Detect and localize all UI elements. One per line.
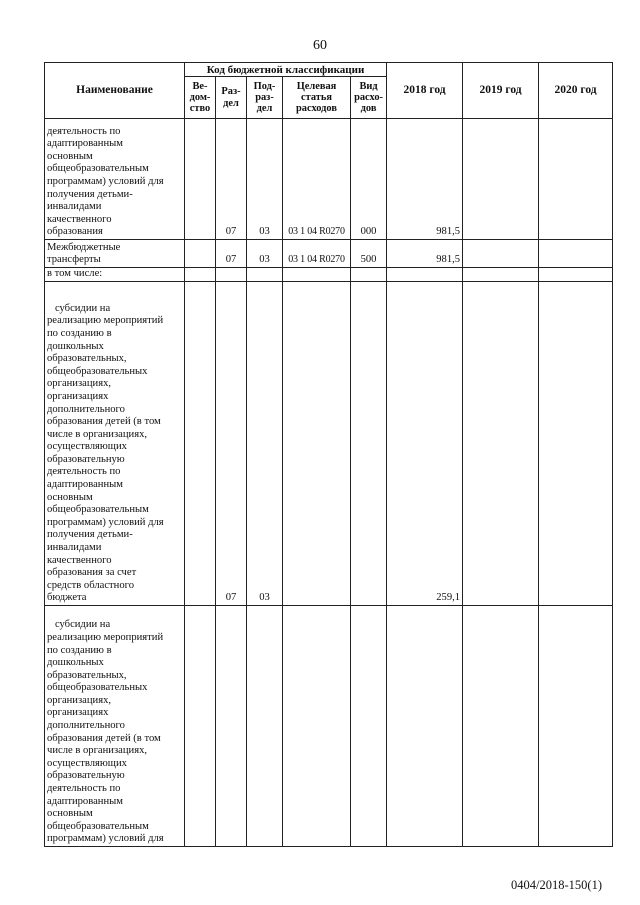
table-row bbox=[45, 606, 613, 847]
table-row bbox=[45, 282, 613, 606]
header-vid-rashodov: Вид расхо- дов bbox=[351, 77, 387, 119]
table-row bbox=[45, 240, 613, 268]
row-amount-2020 bbox=[539, 282, 613, 606]
table-row bbox=[45, 268, 613, 282]
row-razdel: 07 bbox=[216, 240, 247, 268]
row-amount-2019 bbox=[463, 119, 539, 240]
row-podrazdel: 03 bbox=[247, 119, 283, 240]
row-podrazdel bbox=[247, 268, 283, 282]
row-amount-2020 bbox=[539, 119, 613, 240]
row-amount-2018: 981,5 bbox=[387, 240, 463, 268]
row-razdel: 07 bbox=[216, 119, 247, 240]
row-name: в том числе: bbox=[45, 268, 185, 282]
header-podrazdel: Под- раз- дел bbox=[247, 77, 283, 119]
row-amount-2020 bbox=[539, 268, 613, 282]
row-vedomstvo bbox=[185, 268, 216, 282]
row-amount-2018 bbox=[387, 268, 463, 282]
header-2018: 2018 год bbox=[387, 63, 463, 119]
row-vedomstvo bbox=[185, 282, 216, 606]
row-amount-2018: 981,5 bbox=[387, 119, 463, 240]
row-celevaya-statya bbox=[283, 268, 351, 282]
row-name: субсидии на реализацию мероприятий по созданию в дошкольных образовательных, общеобразовательных организациях, организациях дополнительного образования детей (в том числе в организациях, осуществляющих образовательную деятельность по адаптированным основным общеобразовательным программам) условий для bbox=[45, 606, 185, 847]
row-amount-2018 bbox=[387, 606, 463, 847]
row-razdel bbox=[216, 268, 247, 282]
row-amount-2020 bbox=[539, 606, 613, 847]
row-celevaya-statya: 03 1 04 R0270 bbox=[283, 119, 351, 240]
header-2020: 2020 год bbox=[539, 63, 613, 119]
row-vedomstvo bbox=[185, 119, 216, 240]
row-podrazdel: 03 bbox=[247, 240, 283, 268]
row-amount-2019 bbox=[463, 240, 539, 268]
row-celevaya-statya bbox=[283, 606, 351, 847]
row-amount-2019 bbox=[463, 282, 539, 606]
row-vid-rashodov bbox=[351, 282, 387, 606]
page-number: 60 bbox=[313, 38, 327, 53]
header-vedomstvo: Ве- дом- ство bbox=[185, 77, 216, 119]
row-name: субсидии на реализацию мероприятий по созданию в дошкольных образовательных, общеобразовательных организациях, организациях дополнительного образования детей (в том числе в организациях, осуществляющих образовательную деятельность по адаптированным основным общеобразовательным программам) условий для получения детьми- инвалидами качественного образования за счет средств областного бюджета bbox=[45, 282, 185, 606]
row-name: деятельность по адаптированным основным общеобразовательным программам) условий для получения детьми- инвалидами качественного образования bbox=[45, 119, 185, 240]
header-row-top bbox=[45, 63, 613, 77]
row-vid-rashodov: 000 bbox=[351, 119, 387, 240]
row-podrazdel bbox=[247, 606, 283, 847]
row-amount-2018: 259,1 bbox=[387, 282, 463, 606]
row-amount-2019 bbox=[463, 606, 539, 847]
table-row bbox=[45, 119, 613, 240]
budget-table bbox=[44, 62, 613, 847]
header-name: Наименование bbox=[45, 63, 185, 119]
header-razdel: Раз- дел bbox=[216, 77, 247, 119]
header-2019: 2019 год bbox=[463, 63, 539, 119]
header-celevaya-statya: Целевая статья расходов bbox=[283, 77, 351, 119]
document-code: 0404/2018-150(1) bbox=[511, 878, 602, 892]
row-podrazdel: 03 bbox=[247, 282, 283, 606]
row-name: Межбюджетные трансферты bbox=[45, 240, 185, 268]
row-celevaya-statya: 03 1 04 R0270 bbox=[283, 240, 351, 268]
header-classification-group: Код бюджетной классификации bbox=[185, 63, 387, 77]
row-vid-rashodov: 500 bbox=[351, 240, 387, 268]
row-vid-rashodov bbox=[351, 268, 387, 282]
row-razdel bbox=[216, 606, 247, 847]
row-vid-rashodov bbox=[351, 606, 387, 847]
row-amount-2020 bbox=[539, 240, 613, 268]
row-celevaya-statya bbox=[283, 282, 351, 606]
row-vedomstvo bbox=[185, 240, 216, 268]
row-amount-2019 bbox=[463, 268, 539, 282]
row-razdel: 07 bbox=[216, 282, 247, 606]
row-vedomstvo bbox=[185, 606, 216, 847]
